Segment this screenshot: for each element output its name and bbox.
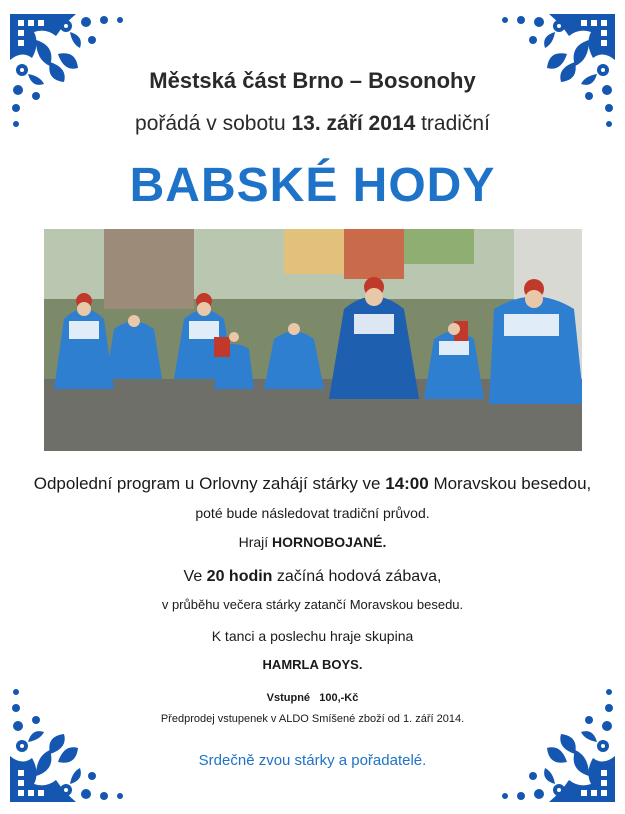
date-line: [0, 112, 625, 136]
evening-line: [0, 568, 625, 586]
band-name: HORNOBOJANÉ.: [272, 534, 387, 550]
evening-line-suffix: začíná hodová zábava,: [272, 568, 442, 585]
band-line-prefix: Hrají: [238, 534, 273, 550]
folk-ornament-corner-icon: [479, 666, 619, 806]
program-line-suffix: Moravskou besedou,: [428, 474, 592, 493]
band-line: [0, 534, 625, 550]
program-line: [0, 474, 625, 494]
closing-line: Srdečně zvou stárky a pořadatelé.: [198, 752, 427, 769]
dance-line: v průběhu večera stárky zatančí Moravskou besedu.: [161, 597, 464, 612]
event-title: BABSKÉ HODY: [129, 159, 496, 212]
organizer-heading: Městská část Brno – Bosonohy: [149, 68, 476, 93]
entry-label: Vstupné: [266, 692, 311, 704]
program-line-prefix: Odpolední program u Orlovny zahájí stárky ve: [33, 474, 386, 493]
music-band-name: HAMRLA BOYS.: [262, 657, 363, 672]
music-line: K tanci a poslechu hraje skupina: [211, 628, 414, 644]
presale-line: Předprodej vstupenek v ALDO Smíšené zboží od 1. září 2014.: [160, 713, 465, 725]
date-line-suffix: tradiční: [415, 112, 490, 135]
evening-time: 20 hodin: [206, 568, 273, 585]
date-line-prefix: pořádá v sobotu: [135, 112, 292, 135]
event-date: 13. září 2014: [291, 112, 416, 135]
program-start-time: 14:00: [385, 474, 429, 493]
evening-line-prefix: Ve: [183, 568, 207, 585]
entry-line: [0, 692, 625, 704]
procession-line: poté bude následovat tradiční průvod.: [195, 505, 430, 521]
folk-ornament-corner-icon: [6, 666, 146, 806]
procession-photo: [44, 229, 582, 451]
entry-price: 100,-Kč: [319, 692, 359, 704]
